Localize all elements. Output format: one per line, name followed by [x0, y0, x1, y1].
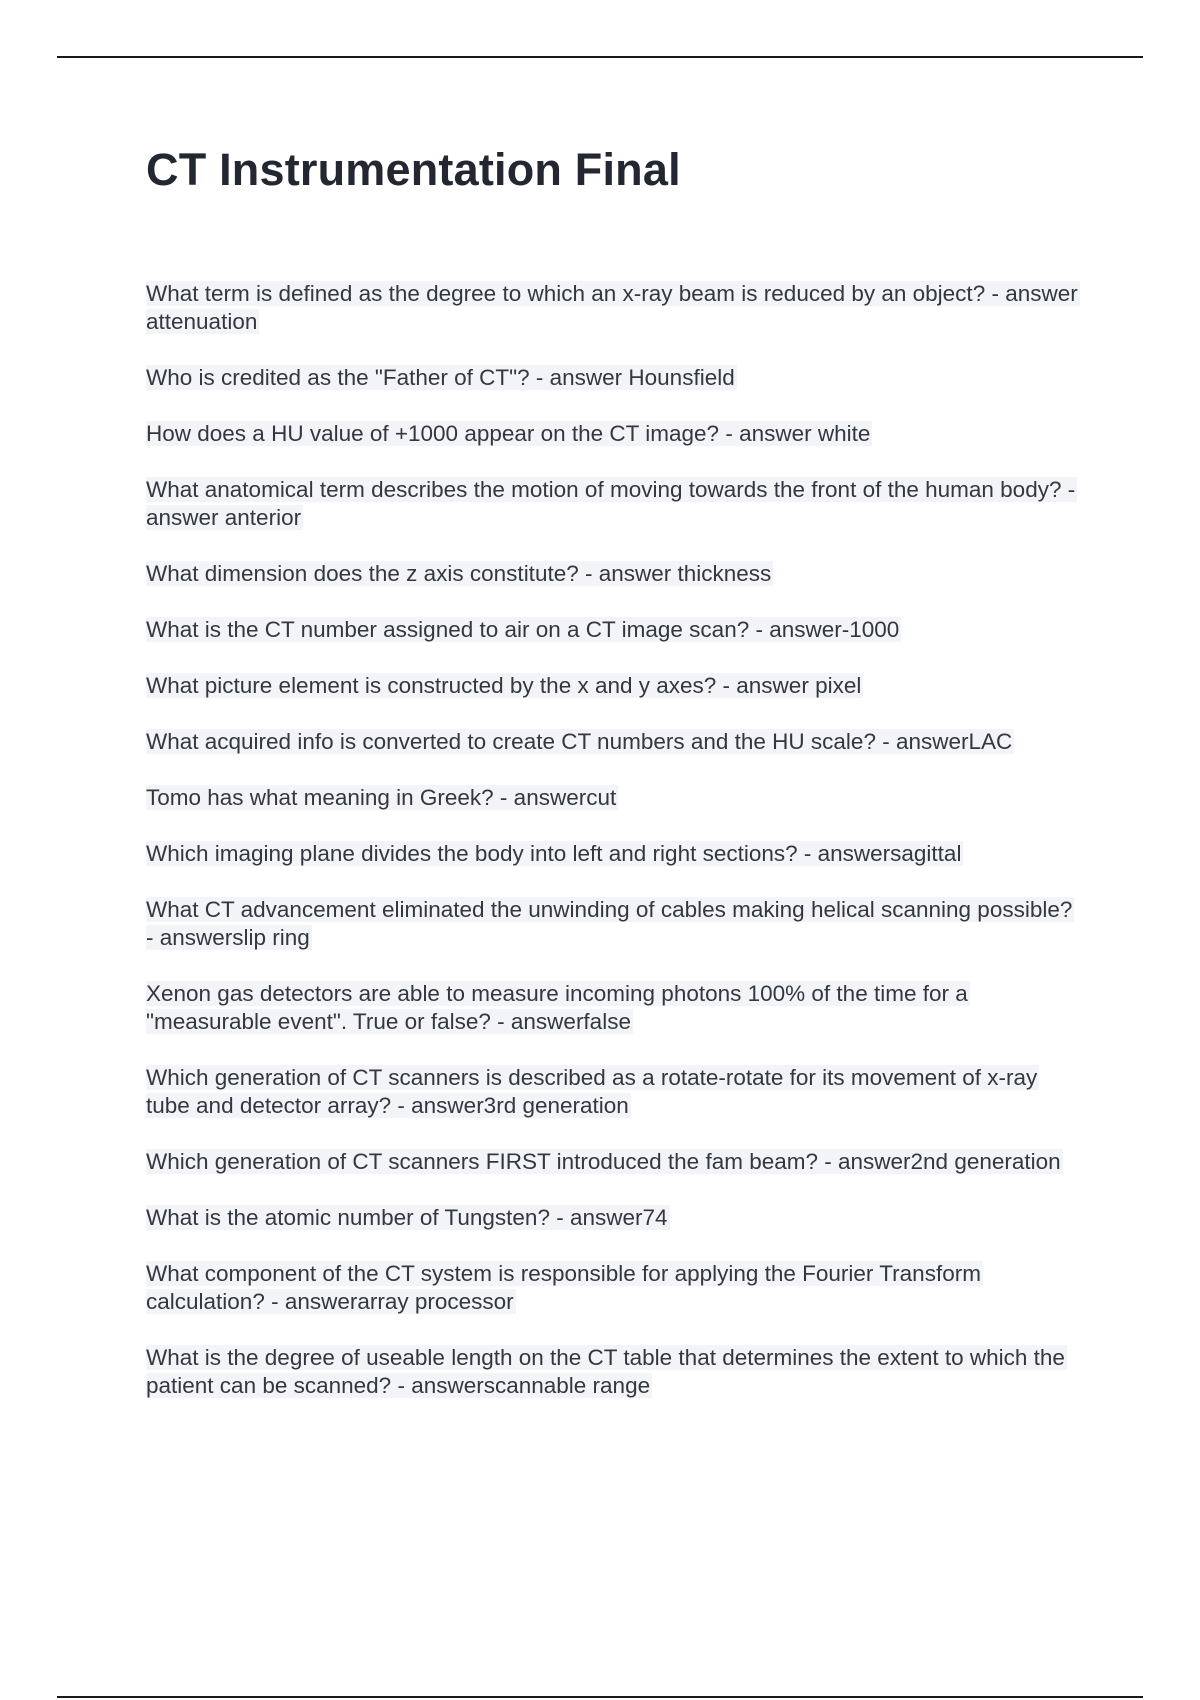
- qa-item: What is the atomic number of Tungsten? - answer74: [146, 1205, 668, 1230]
- bottom-rule: [57, 1696, 1143, 1698]
- qa-list: [146, 280, 1086, 1400]
- qa-item: What acquired info is converted to create CT numbers and the HU scale? - answerLAC: [146, 729, 1013, 754]
- qa-item: What is the CT number assigned to air on a CT image scan? - answer-1000: [146, 617, 900, 642]
- qa-item: Which generation of CT scanners is described as a rotate-rotate for its movement of x-ray tube and detector array? - answer3rd generation: [146, 1065, 1038, 1118]
- qa-item: What picture element is constructed by the x and y axes? - answer pixel: [146, 673, 862, 698]
- qa-item: How does a HU value of +1000 appear on the CT image? - answer white: [146, 421, 871, 446]
- qa-item: What component of the CT system is responsible for applying the Fourier Transform calculation? - answerarray processor: [146, 1261, 981, 1314]
- document-title: CT Instrumentation Final: [146, 144, 681, 195]
- qa-item: What is the degree of useable length on the CT table that determines the extent to which the patient can be scanned? - answerscannable range: [146, 1345, 1065, 1398]
- qa-item: Which imaging plane divides the body into left and right sections? - answersagittal: [146, 841, 962, 866]
- top-rule: [57, 56, 1143, 58]
- qa-item: What term is defined as the degree to which an x-ray beam is reduced by an object? - answer attenuation: [146, 281, 1078, 334]
- qa-item: What dimension does the z axis constitute? - answer thickness: [146, 561, 772, 586]
- qa-item: Tomo has what meaning in Greek? - answercut: [146, 785, 617, 810]
- qa-item: What anatomical term describes the motion of moving towards the front of the human body? - answer anterior: [146, 477, 1076, 530]
- qa-item: Xenon gas detectors are able to measure incoming photons 100% of the time for a "measurable event". True or false? - answerfalse: [146, 981, 968, 1034]
- qa-item: What CT advancement eliminated the unwinding of cables making helical scanning possible? - answerslip ring: [146, 897, 1073, 950]
- qa-item: Who is credited as the "Father of CT"? - answer Hounsfield: [146, 365, 735, 390]
- qa-item: Which generation of CT scanners FIRST introduced the fam beam? - answer2nd generation: [146, 1149, 1061, 1174]
- document-body: [146, 140, 1086, 1428]
